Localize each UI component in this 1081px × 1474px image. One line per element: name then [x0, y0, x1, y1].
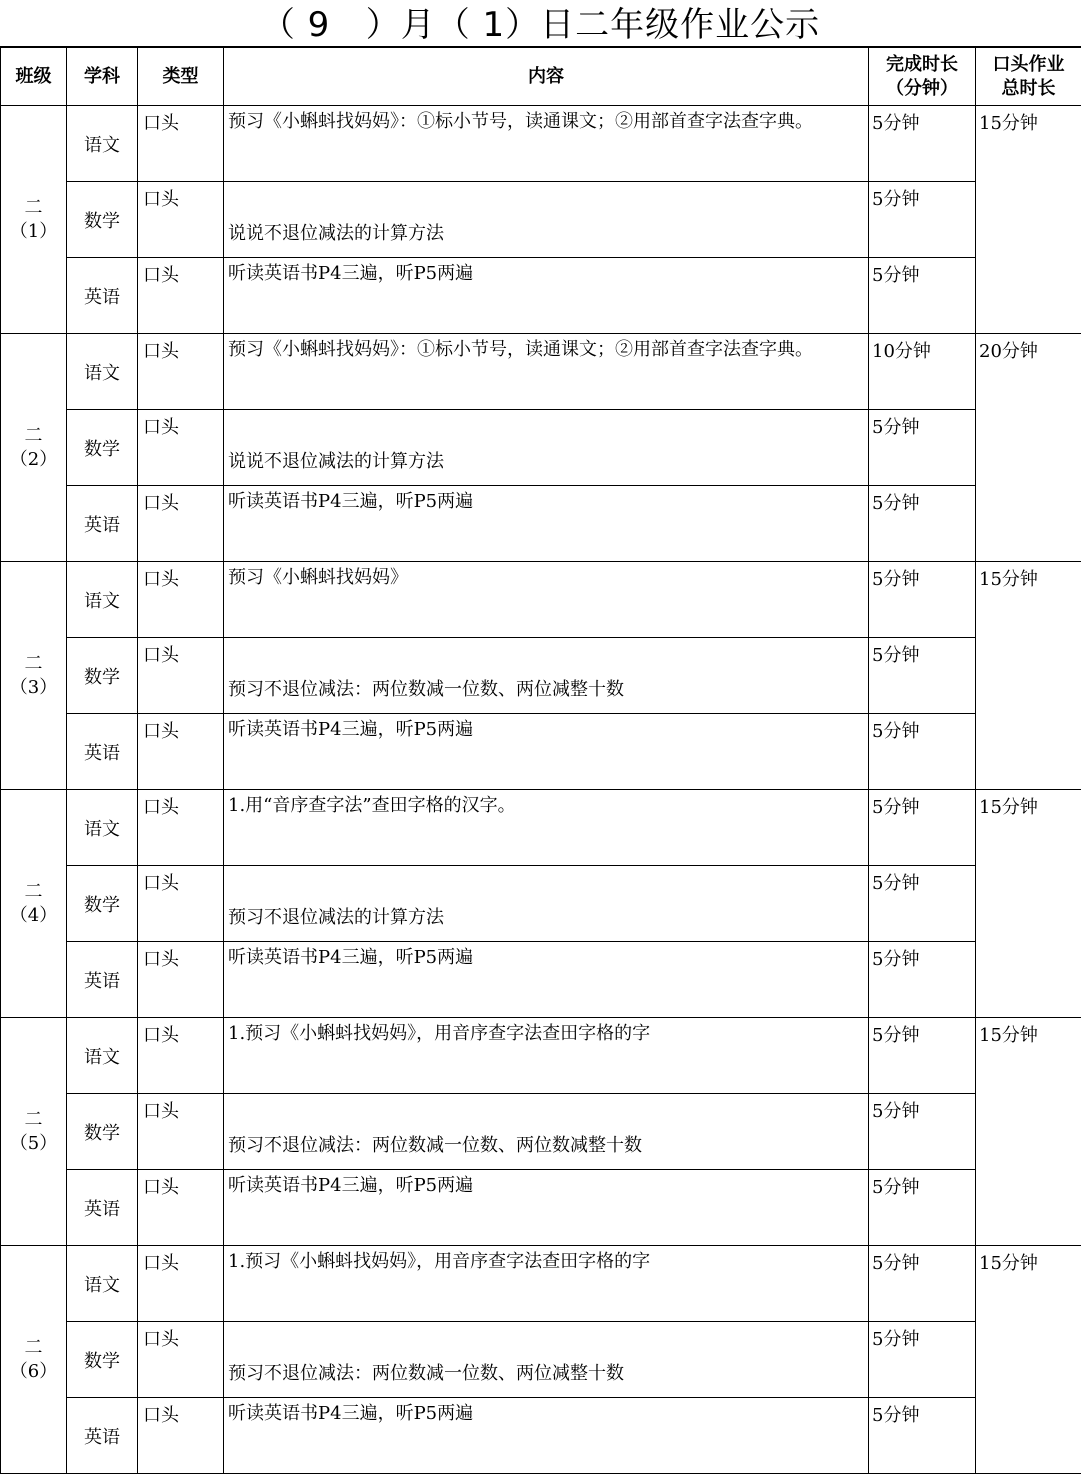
- duration-cell: 5分钟: [869, 562, 976, 638]
- duration-cell: 5分钟: [869, 1246, 976, 1322]
- content-cell: 听读英语书P4三遍，听P5两遍: [224, 1398, 869, 1474]
- type-cell: 口头: [138, 1170, 224, 1246]
- content-cell: 1.预习《小蝌蚪找妈妈》，用音序查字法查田字格的字: [224, 1018, 869, 1094]
- subject-cell: 英语: [67, 486, 138, 562]
- class-cell: [1, 562, 67, 790]
- class-grade: 二: [1, 196, 66, 220]
- table-row: [1, 410, 1081, 486]
- total-duration-cell: 15分钟: [976, 790, 1081, 1018]
- class-cell: [1, 1246, 67, 1474]
- type-cell: 口头: [138, 866, 224, 942]
- table-row: [1, 1322, 1081, 1398]
- header-total-line1: 口头作业: [993, 54, 1065, 75]
- subject-cell: 数学: [67, 182, 138, 258]
- class-number: （6）: [1, 1360, 66, 1384]
- class-number: （2）: [1, 448, 66, 472]
- header-class: 班级: [1, 48, 67, 106]
- duration-cell: 5分钟: [869, 182, 976, 258]
- table-row: [1, 258, 1081, 334]
- header-duration-line1: 完成时长: [886, 54, 958, 75]
- total-duration-cell: 15分钟: [976, 1018, 1081, 1246]
- header-total-line2: 总时长: [1002, 78, 1056, 99]
- class-cell: [1, 790, 67, 1018]
- table-row: [1, 106, 1081, 182]
- total-duration-cell: 15分钟: [976, 562, 1081, 790]
- content-cell: [224, 182, 869, 258]
- content-cell: 1.预习《小蝌蚪找妈妈》，用音序查字法查田字格的字: [224, 1246, 869, 1322]
- table-row: [1, 1246, 1081, 1322]
- type-cell: 口头: [138, 1398, 224, 1474]
- subject-cell: 数学: [67, 638, 138, 714]
- total-duration-cell: 20分钟: [976, 334, 1081, 562]
- class-number: （3）: [1, 676, 66, 700]
- type-cell: 口头: [138, 790, 224, 866]
- subject-cell: 英语: [67, 1170, 138, 1246]
- duration-cell: 5分钟: [869, 486, 976, 562]
- class-grade: 二: [1, 424, 66, 448]
- header-total: [976, 48, 1081, 106]
- table-row: [1, 638, 1081, 714]
- content-text: 预习不退位减法：两位数减一位数、两位减整十数: [228, 1361, 864, 1387]
- subject-cell: 语文: [67, 1018, 138, 1094]
- content-cell: [224, 1094, 869, 1170]
- type-cell: 口头: [138, 334, 224, 410]
- content-cell: [224, 1322, 869, 1398]
- class-cell: [1, 106, 67, 334]
- class-grade: 二: [1, 652, 66, 676]
- type-cell: 口头: [138, 1246, 224, 1322]
- type-cell: 口头: [138, 410, 224, 486]
- type-cell: 口头: [138, 486, 224, 562]
- subject-cell: 语文: [67, 790, 138, 866]
- table-row: [1, 714, 1081, 790]
- duration-cell: 5分钟: [869, 1398, 976, 1474]
- table-row: [1, 334, 1081, 410]
- duration-cell: 5分钟: [869, 1018, 976, 1094]
- table-row: [1, 790, 1081, 866]
- type-cell: 口头: [138, 182, 224, 258]
- table-row: [1, 1398, 1081, 1474]
- table-row: [1, 182, 1081, 258]
- duration-cell: 5分钟: [869, 1322, 976, 1398]
- duration-cell: 5分钟: [869, 714, 976, 790]
- header-subject: 学科: [67, 48, 138, 106]
- homework-table: [0, 47, 1081, 1474]
- type-cell: 口头: [138, 562, 224, 638]
- total-duration-cell: 15分钟: [976, 1246, 1081, 1474]
- content-cell: 听读英语书P4三遍，听P5两遍: [224, 258, 869, 334]
- table-header-row: [1, 48, 1081, 106]
- class-cell: [1, 1018, 67, 1246]
- type-cell: 口头: [138, 258, 224, 334]
- duration-cell: 5分钟: [869, 1094, 976, 1170]
- subject-cell: 语文: [67, 334, 138, 410]
- type-cell: 口头: [138, 106, 224, 182]
- total-duration-cell: 15分钟: [976, 106, 1081, 334]
- table-row: [1, 1018, 1081, 1094]
- content-cell: 听读英语书P4三遍，听P5两遍: [224, 714, 869, 790]
- content-cell: 听读英语书P4三遍，听P5两遍: [224, 942, 869, 1018]
- class-cell: [1, 334, 67, 562]
- header-duration-line2: （分钟）: [886, 78, 958, 99]
- class-grade: 二: [1, 1108, 66, 1132]
- table-row: [1, 562, 1081, 638]
- content-cell: [224, 638, 869, 714]
- duration-cell: 5分钟: [869, 790, 976, 866]
- content-cell: 听读英语书P4三遍，听P5两遍: [224, 486, 869, 562]
- content-cell: 预习《小蝌蚪找妈妈》: [224, 562, 869, 638]
- table-row: [1, 1094, 1081, 1170]
- duration-cell: 5分钟: [869, 258, 976, 334]
- subject-cell: 语文: [67, 1246, 138, 1322]
- page-title: （ 9 ）月（ 1）日二年级作业公示: [0, 0, 1081, 47]
- content-cell: [224, 410, 869, 486]
- subject-cell: 语文: [67, 106, 138, 182]
- content-cell: 预习《小蝌蚪找妈妈》：①标小节号，读通课文；②用部首查字法查字典。: [224, 106, 869, 182]
- type-cell: 口头: [138, 1322, 224, 1398]
- class-number: （4）: [1, 904, 66, 928]
- table-row: [1, 866, 1081, 942]
- header-duration: [869, 48, 976, 106]
- subject-cell: 数学: [67, 1094, 138, 1170]
- type-cell: 口头: [138, 1094, 224, 1170]
- header-content: 内容: [224, 48, 869, 106]
- table-row: [1, 486, 1081, 562]
- duration-cell: 5分钟: [869, 1170, 976, 1246]
- duration-cell: 5分钟: [869, 410, 976, 486]
- subject-cell: 数学: [67, 866, 138, 942]
- table-row: [1, 1170, 1081, 1246]
- duration-cell: 5分钟: [869, 866, 976, 942]
- duration-cell: 5分钟: [869, 106, 976, 182]
- content-cell: 预习《小蝌蚪找妈妈》：①标小节号，读通课文；②用部首查字法查字典。: [224, 334, 869, 410]
- subject-cell: 语文: [67, 562, 138, 638]
- class-grade: 二: [1, 1336, 66, 1360]
- subject-cell: 英语: [67, 1398, 138, 1474]
- header-type: 类型: [138, 48, 224, 106]
- class-grade: 二: [1, 880, 66, 904]
- type-cell: 口头: [138, 1018, 224, 1094]
- content-text: 说说不退位减法的计算方法: [228, 221, 864, 247]
- subject-cell: 英语: [67, 714, 138, 790]
- type-cell: 口头: [138, 638, 224, 714]
- table-body: [1, 106, 1081, 1474]
- content-text: 预习不退位减法：两位数减一位数、两位减整十数: [228, 677, 864, 703]
- duration-cell: 10分钟: [869, 334, 976, 410]
- subject-cell: 数学: [67, 410, 138, 486]
- subject-cell: 数学: [67, 1322, 138, 1398]
- content-cell: 1.用“音序查字法”查田字格的汉字。: [224, 790, 869, 866]
- type-cell: 口头: [138, 942, 224, 1018]
- duration-cell: 5分钟: [869, 942, 976, 1018]
- duration-cell: 5分钟: [869, 638, 976, 714]
- content-text: 说说不退位减法的计算方法: [228, 449, 864, 475]
- content-text: 预习不退位减法的计算方法: [228, 905, 864, 931]
- table-row: [1, 942, 1081, 1018]
- subject-cell: 英语: [67, 942, 138, 1018]
- class-number: （1）: [1, 220, 66, 244]
- content-text: 预习不退位减法：两位数减一位数、两位数减整十数: [228, 1133, 864, 1159]
- subject-cell: 英语: [67, 258, 138, 334]
- type-cell: 口头: [138, 714, 224, 790]
- content-cell: [224, 866, 869, 942]
- class-number: （5）: [1, 1132, 66, 1156]
- content-cell: 听读英语书P4三遍，听P5两遍: [224, 1170, 869, 1246]
